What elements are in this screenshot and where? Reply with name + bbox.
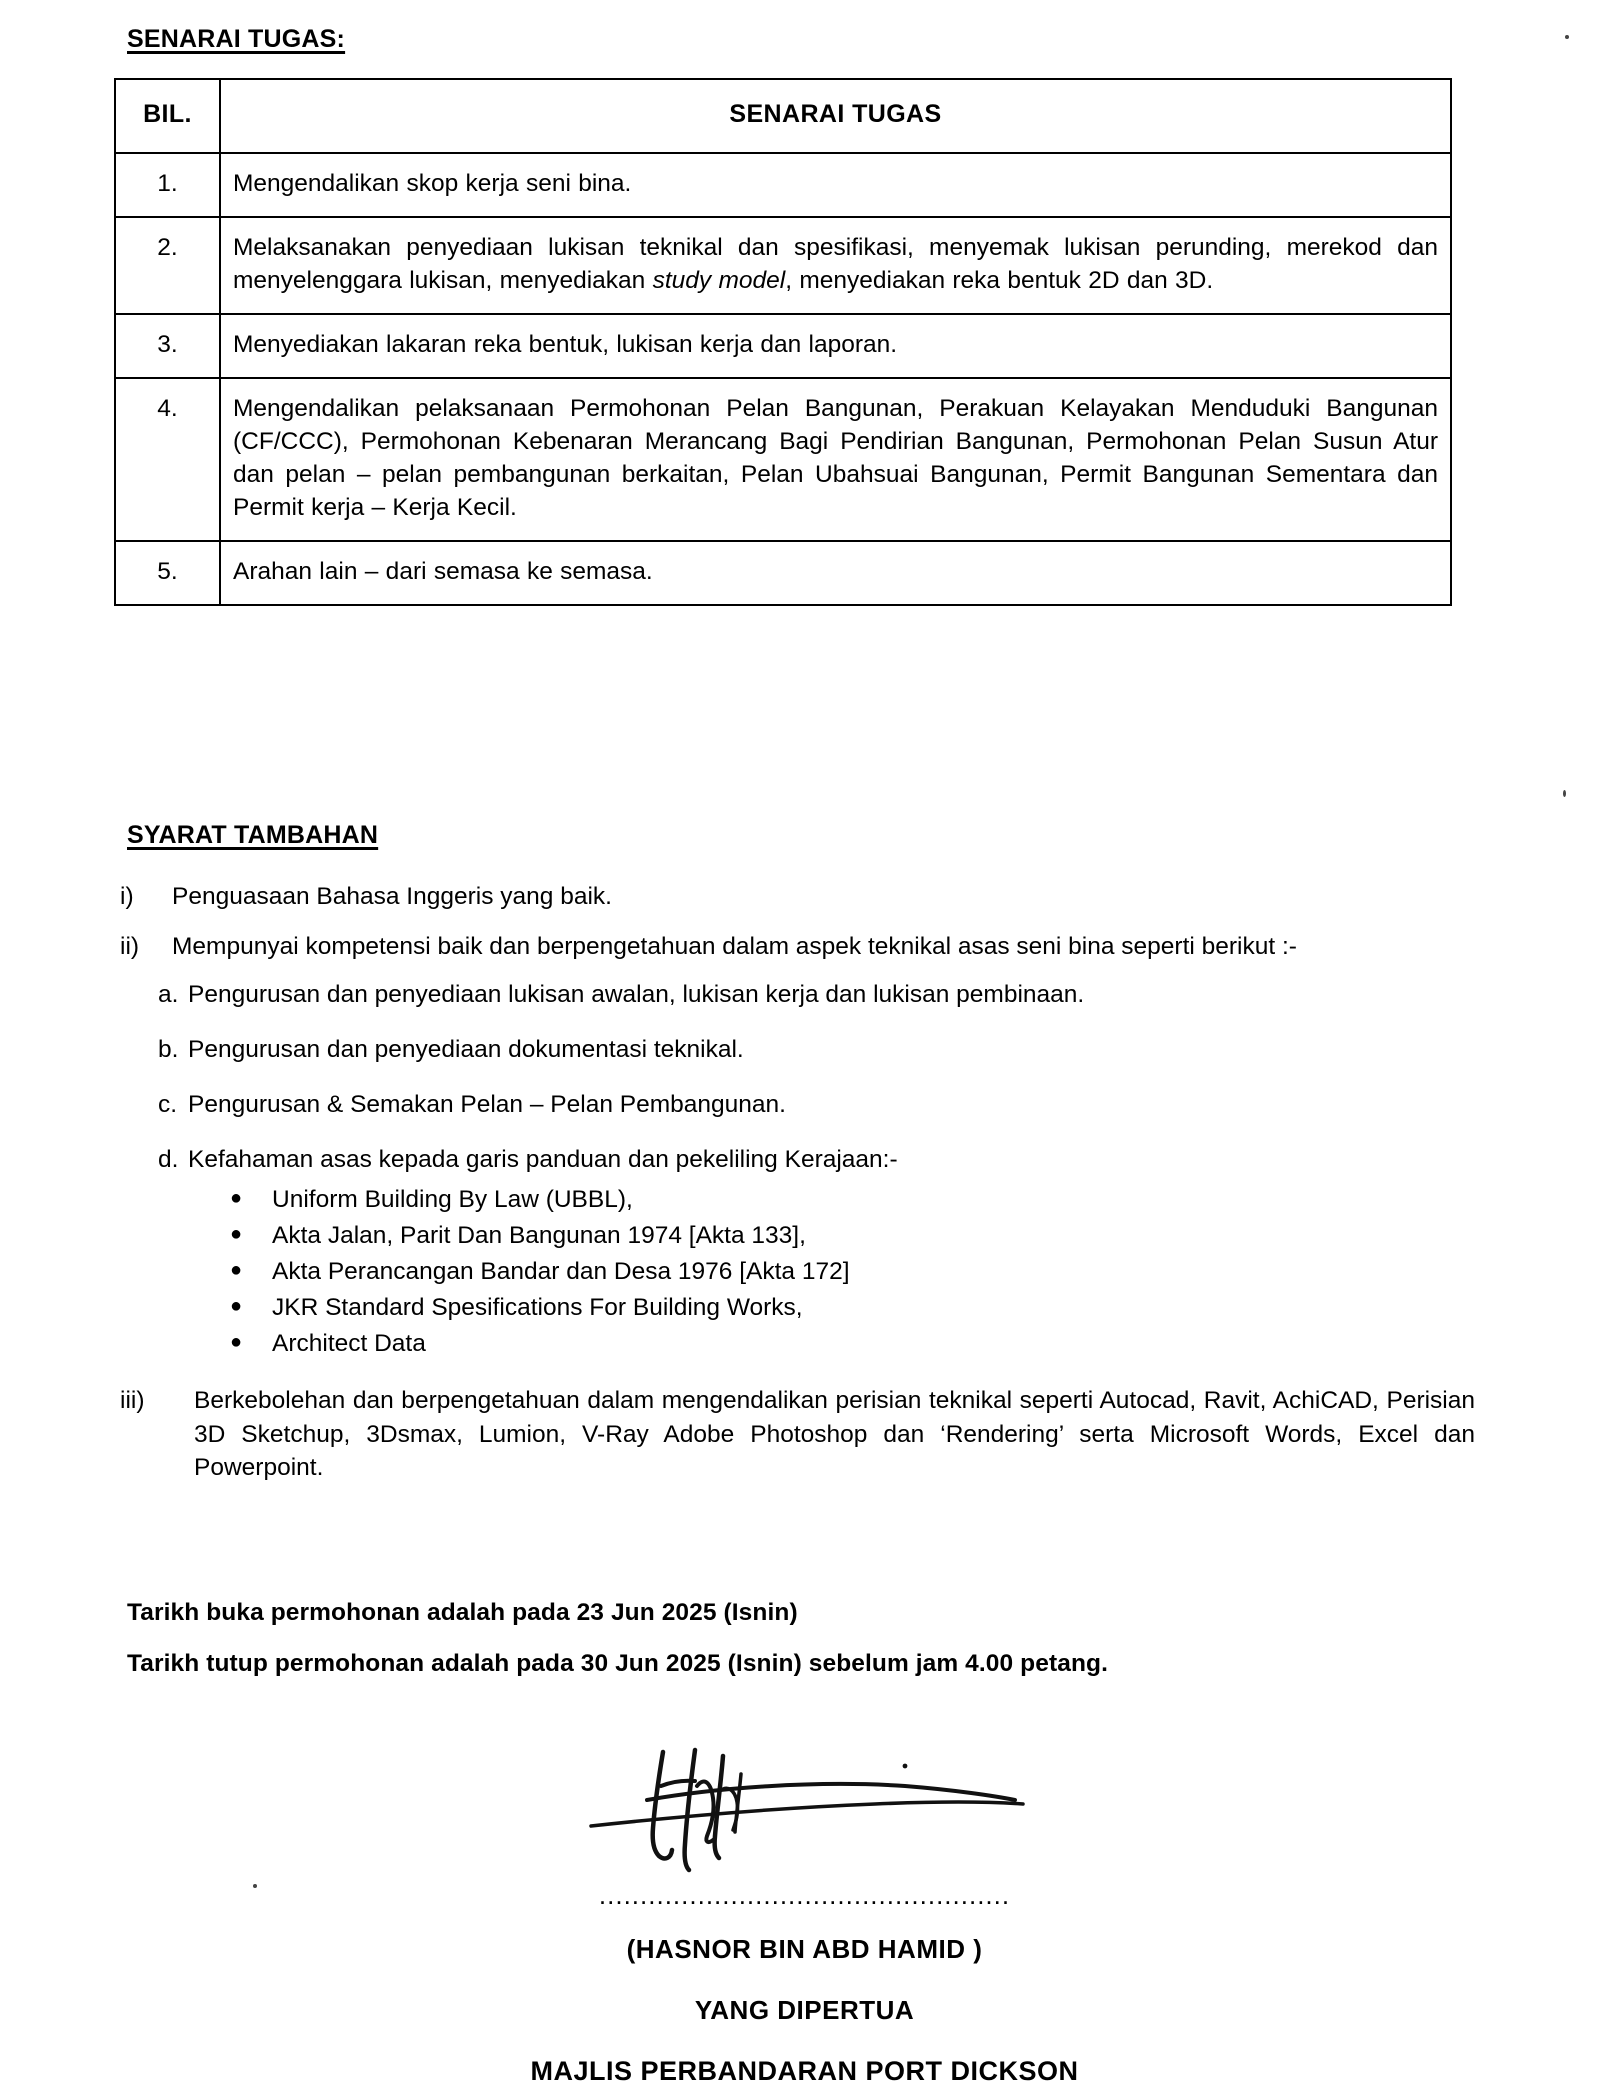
signatory-name: (HASNOR BIN ABD HAMID ) <box>626 1934 983 1964</box>
syarat-sub-item-a <box>120 978 1475 1011</box>
application-close-date: Tarikh tutup permohonan adalah pada 30 Jun 2025 (Isnin) sebelum jam 4.00 petang. <box>127 1650 1108 1678</box>
signature-area <box>0 1740 1609 1900</box>
bullet-dot-icon: ● <box>230 1294 243 1317</box>
scan-speckle <box>1565 35 1569 39</box>
list-item <box>230 1326 1475 1362</box>
task-text-italic: study model <box>652 266 786 294</box>
sub-item-text: Pengurusan & Semakan Pelan – Pelan Pembangunan. <box>188 1090 786 1118</box>
sub-item-marker: a. <box>158 980 179 1008</box>
syarat-sub-item-c <box>120 1088 1475 1121</box>
signature-dotted-line: .................................................. <box>598 1880 1011 1910</box>
table-row <box>115 314 1451 378</box>
sub-item-marker: d. <box>158 1145 179 1173</box>
sub-item-text: Kefahaman asas kepada garis panduan dan pekeliling Kerajaan:- <box>188 1145 898 1173</box>
bullet-text: Akta Jalan, Parit Dan Bangunan 1974 [Akta 133], <box>272 1221 806 1249</box>
task-text-part-1: Melaksanakan penyediaan lukisan teknikal dan spesifikasi, menyemak lukisan perunding, merekod dan menyelenggara lukisan, menyediakan <box>233 233 1438 294</box>
syarat-marker: i) <box>120 883 134 910</box>
table-cell-description: Menyediakan lakaran reka bentuk, lukisan kerja dan laporan. <box>220 314 1451 378</box>
handwritten-signature <box>575 1740 1035 1870</box>
bullet-dot-icon: ● <box>230 1330 243 1353</box>
list-item <box>230 1218 1475 1254</box>
application-open-date: Tarikh buka permohonan adalah pada 23 Jun 2025 (Isnin) <box>127 1599 798 1626</box>
column-header-senarai-tugas: SENARAI TUGAS <box>220 79 1451 153</box>
bullet-text: Uniform Building By Law (UBBL), <box>272 1185 633 1213</box>
signatory-organisation: MAJLIS PERBANDARAN PORT DICKSON <box>530 2056 1079 2086</box>
syarat-text: Penguasaan Bahasa Inggeris yang baik. <box>172 883 612 910</box>
sub-item-marker: b. <box>158 1035 179 1063</box>
table-cell-description: Arahan lain – dari semasa ke semasa. <box>220 541 1451 605</box>
table-cell-bil: 1. <box>115 153 220 217</box>
scan-speckle <box>1563 790 1566 797</box>
syarat-tambahan-heading: SYARAT TAMBAHAN <box>127 821 379 849</box>
table-cell-bil: 3. <box>115 314 220 378</box>
table-header-row <box>115 79 1451 153</box>
table-row <box>115 153 1451 217</box>
bullet-dot-icon: ● <box>230 1186 243 1209</box>
bullet-dot-icon: ● <box>230 1222 243 1245</box>
table-row <box>115 541 1451 605</box>
table-cell-bil: 4. <box>115 378 220 541</box>
syarat-marker: ii) <box>120 932 140 960</box>
sub-item-marker: c. <box>158 1090 178 1118</box>
syarat-marker: iii) <box>120 1386 145 1414</box>
table-cell-description: Mengendalikan pelaksanaan Permohonan Pelan Bangunan, Perakuan Kelayakan Menduduki Bangunan (CF/CCC), Permohonan Kebenaran Merancang Bagi Pendirian Bangunan, Permohonan Pelan Susun Atur dan pelan – pelan pembangunan berkaitan, Pelan Ubahsuai Bangunan, Permit Bangunan Sementara dan Permit kerja – Kerja Kecil. <box>220 378 1451 541</box>
syarat-text: Mempunyai kompetensi baik dan berpengetahuan dalam aspek teknikal asas seni bina seperti berikut :- <box>172 932 1297 960</box>
table-cell-description: Mengendalikan skop kerja seni bina. <box>220 153 1451 217</box>
sub-item-text: Pengurusan dan penyediaan lukisan awalan, lukisan kerja dan lukisan pembinaan. <box>188 980 1085 1008</box>
syarat-tambahan-list <box>120 880 1475 1501</box>
syarat-item-i <box>120 880 1475 914</box>
kerajaan-guideline-bullet-list <box>120 1182 1475 1362</box>
table-cell-description <box>220 217 1451 314</box>
table-row <box>115 378 1451 541</box>
syarat-sub-item-d <box>120 1143 1475 1176</box>
syarat-text: Berkebolehan dan berpengetahuan dalam mengendalikan perisian teknikal seperti Autocad, Ravit, AchiCAD, Perisian 3D Sketchup, 3Dsmax, Lumion, V-Ray Adobe Photoshop dan ‘Rendering’ serta Microsoft Words, Excel dan Powerpoint. <box>194 1386 1475 1482</box>
bullet-text: JKR Standard Spesifications For Building Works, <box>272 1293 803 1321</box>
senarai-tugas-table <box>114 78 1452 606</box>
signatory-title: YANG DIPERTUA <box>694 1995 915 2025</box>
syarat-item-iii <box>120 1384 1475 1485</box>
task-text-part-2: , menyediakan reka bentuk 2D dan 3D. <box>785 266 1214 294</box>
bullet-text: Architect Data <box>272 1329 426 1357</box>
sub-item-text: Pengurusan dan penyediaan dokumentasi teknikal. <box>188 1035 744 1063</box>
list-item <box>230 1290 1475 1326</box>
list-item <box>230 1182 1475 1218</box>
bullet-dot-icon: ● <box>230 1258 243 1281</box>
table-cell-bil: 5. <box>115 541 220 605</box>
list-item <box>230 1254 1475 1290</box>
bullet-text: Akta Perancangan Bandar dan Desa 1976 [Akta 172] <box>272 1257 850 1285</box>
table-cell-bil: 2. <box>115 217 220 314</box>
senarai-tugas-heading: SENARAI TUGAS: <box>127 25 346 53</box>
senarai-tugas-table-wrapper <box>114 78 1452 606</box>
syarat-sub-item-b <box>120 1033 1475 1066</box>
syarat-item-ii <box>120 930 1475 964</box>
table-row <box>115 217 1451 314</box>
syarat-sub-item-list <box>120 978 1475 1176</box>
column-header-bil: BIL. <box>115 79 220 153</box>
signature-block <box>0 1740 1609 2087</box>
application-dates <box>127 1598 1467 1701</box>
